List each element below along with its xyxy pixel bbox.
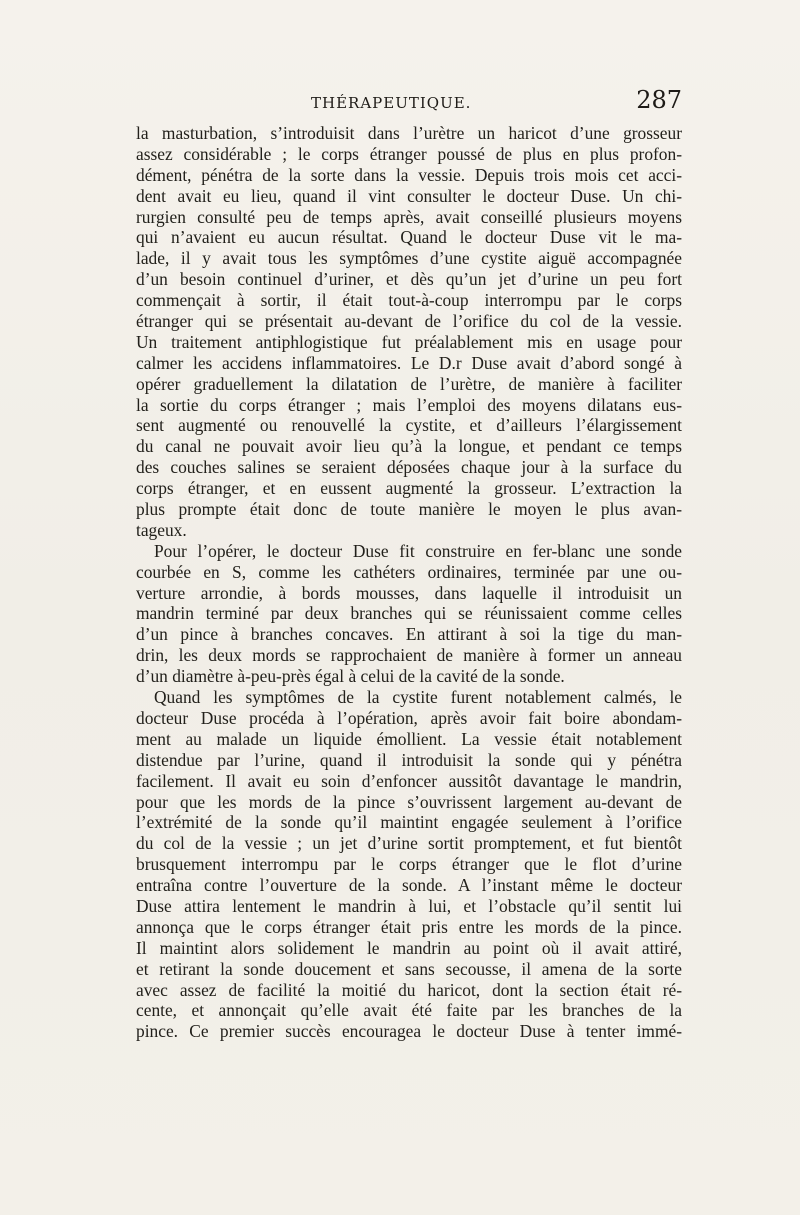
text-line: d’un besoin continuel d’uriner, et dès qu’un jet d’urine un peu fort [136,269,682,290]
text-line: commençait à sortir, il était tout-à-coup interrompu par le corps [136,290,682,311]
text-line: la masturbation, s’introduisit dans l’urètre un haricot d’une grosseur [136,123,682,143]
text-line: corps étranger, et en eussent augmenté la grosseur. L’extraction la [136,478,682,499]
text-line: sent augmenté ou renouvellé la cystite, et d’ailleurs l’élargissement [136,415,682,436]
text-line: d’un pince à branches concaves. En attirant à soi la tige du man- [136,624,682,645]
text-line: dément, pénétra de la sorte dans la vessie. Depuis trois mois cet acci- [136,164,682,185]
text-line: Quand les symptômes de la cystite furent notablement calmés, le [154,687,682,708]
text-line: qui n’avaient eu aucun résultat. Quand le docteur Duse vit le ma- [136,227,682,248]
text-line: docteur Duse procéda à l’opération, après avoir fait boire abondam- [136,707,682,728]
text-line: annonça que le corps étranger était pris entre les mords de la pince. [136,916,682,937]
text-line: Pour l’opérer, le docteur Duse fit construire en fer-blanc une sonde [154,540,682,561]
text-line: avec assez de facilité la moitié du haricot, dont la section était ré- [136,979,682,1000]
page-header [136,88,682,118]
text-line: étranger qui se présentait au-devant de l’orifice du col de la vessie. [136,311,682,332]
text-line: rurgien consulté peu de temps après, avait conseillé plusieurs moyens [136,206,682,227]
text-line: d’un diamètre à-peu-près égal à celui de la cavité de la sonde. [136,666,565,687]
text-line: des couches salines se seraient déposées chaque jour à la surface du [136,457,682,478]
text-line: pour que les mords de la pince s’ouvrissent largement au-devant de [136,791,682,812]
text-line: lade, il y avait tous les symptômes d’une cystite aiguë accompagnée [136,248,682,269]
text-line: calmer les accidens inflammatoires. Le D.r Duse avait d’abord songé à [136,352,682,373]
text-line: la sortie du corps étranger ; mais l’emploi des moyens dilatans eus- [136,394,682,415]
text-line: mandrin terminé par deux branches qui se réunissaient comme celles [136,603,682,624]
text-line: brusquement interrompu par le corps étranger que le flot d’urine [136,854,682,875]
text-line: cente, et annonçait qu’elle avait été faite par les branches de la [136,1000,682,1021]
text-line: du col de la vessie ; un jet d’urine sortit promptement, et fut bientôt [136,833,682,854]
running-head: THÉRAPEUTIQUE. [311,94,472,112]
text-line: tageux. [136,519,187,540]
text-line: drin, les deux mords se rapprochaient de manière à former un anneau [136,645,682,666]
text-line: l’extrémité de la sonde qu’il maintint engagée seulement à l’orifice [136,812,682,833]
text-line: Il maintint alors solidement le mandrin au point où il avait attiré, [136,937,682,958]
text-line: pince. Ce premier succès encouragea le docteur Duse à tenter immé- [136,1021,682,1042]
body-text [136,123,682,1042]
text-line: assez considérable ; le corps étranger poussé de plus en plus profon- [136,143,682,164]
text-line: opérer graduellement la dilatation de l’urètre, de manière à faciliter [136,373,682,394]
text-line: et retirant la sonde doucement et sans secousse, il amena de la sorte [136,958,682,979]
text-line: plus prompte était donc de toute manière le moyen le plus avan- [136,499,682,520]
text-line: du canal ne pouvait avoir lieu qu’à la longue, et pendant ce temps [136,436,682,457]
text-line: Un traitement antiphlogistique fut préalablement mis en usage pour [136,331,682,352]
text-line: ment au malade un liquide émollient. La vessie était notablement [136,728,682,749]
text-line: courbée en S, comme les cathéters ordinaires, terminée par une ou- [136,561,682,582]
text-line: facilement. Il avait eu soin d’enfoncer aussitôt davantage le mandrin, [136,770,682,791]
text-line: verture arrondie, à bords mousses, dans laquelle il introduisit un [136,582,682,603]
text-line: distendue par l’urine, quand il introduisit la sonde qui y pénétra [136,749,682,770]
page-number: 287 [636,86,682,114]
text-line: entraîna contre l’ouverture de la sonde. A l’instant même le docteur [136,875,682,896]
text-line: Duse attira lentement le mandrin à lui, et l’obstacle qu’il sentit lui [136,895,682,916]
text-line: dent avait eu lieu, quand il vint consulter le docteur Duse. Un chi- [136,185,682,206]
